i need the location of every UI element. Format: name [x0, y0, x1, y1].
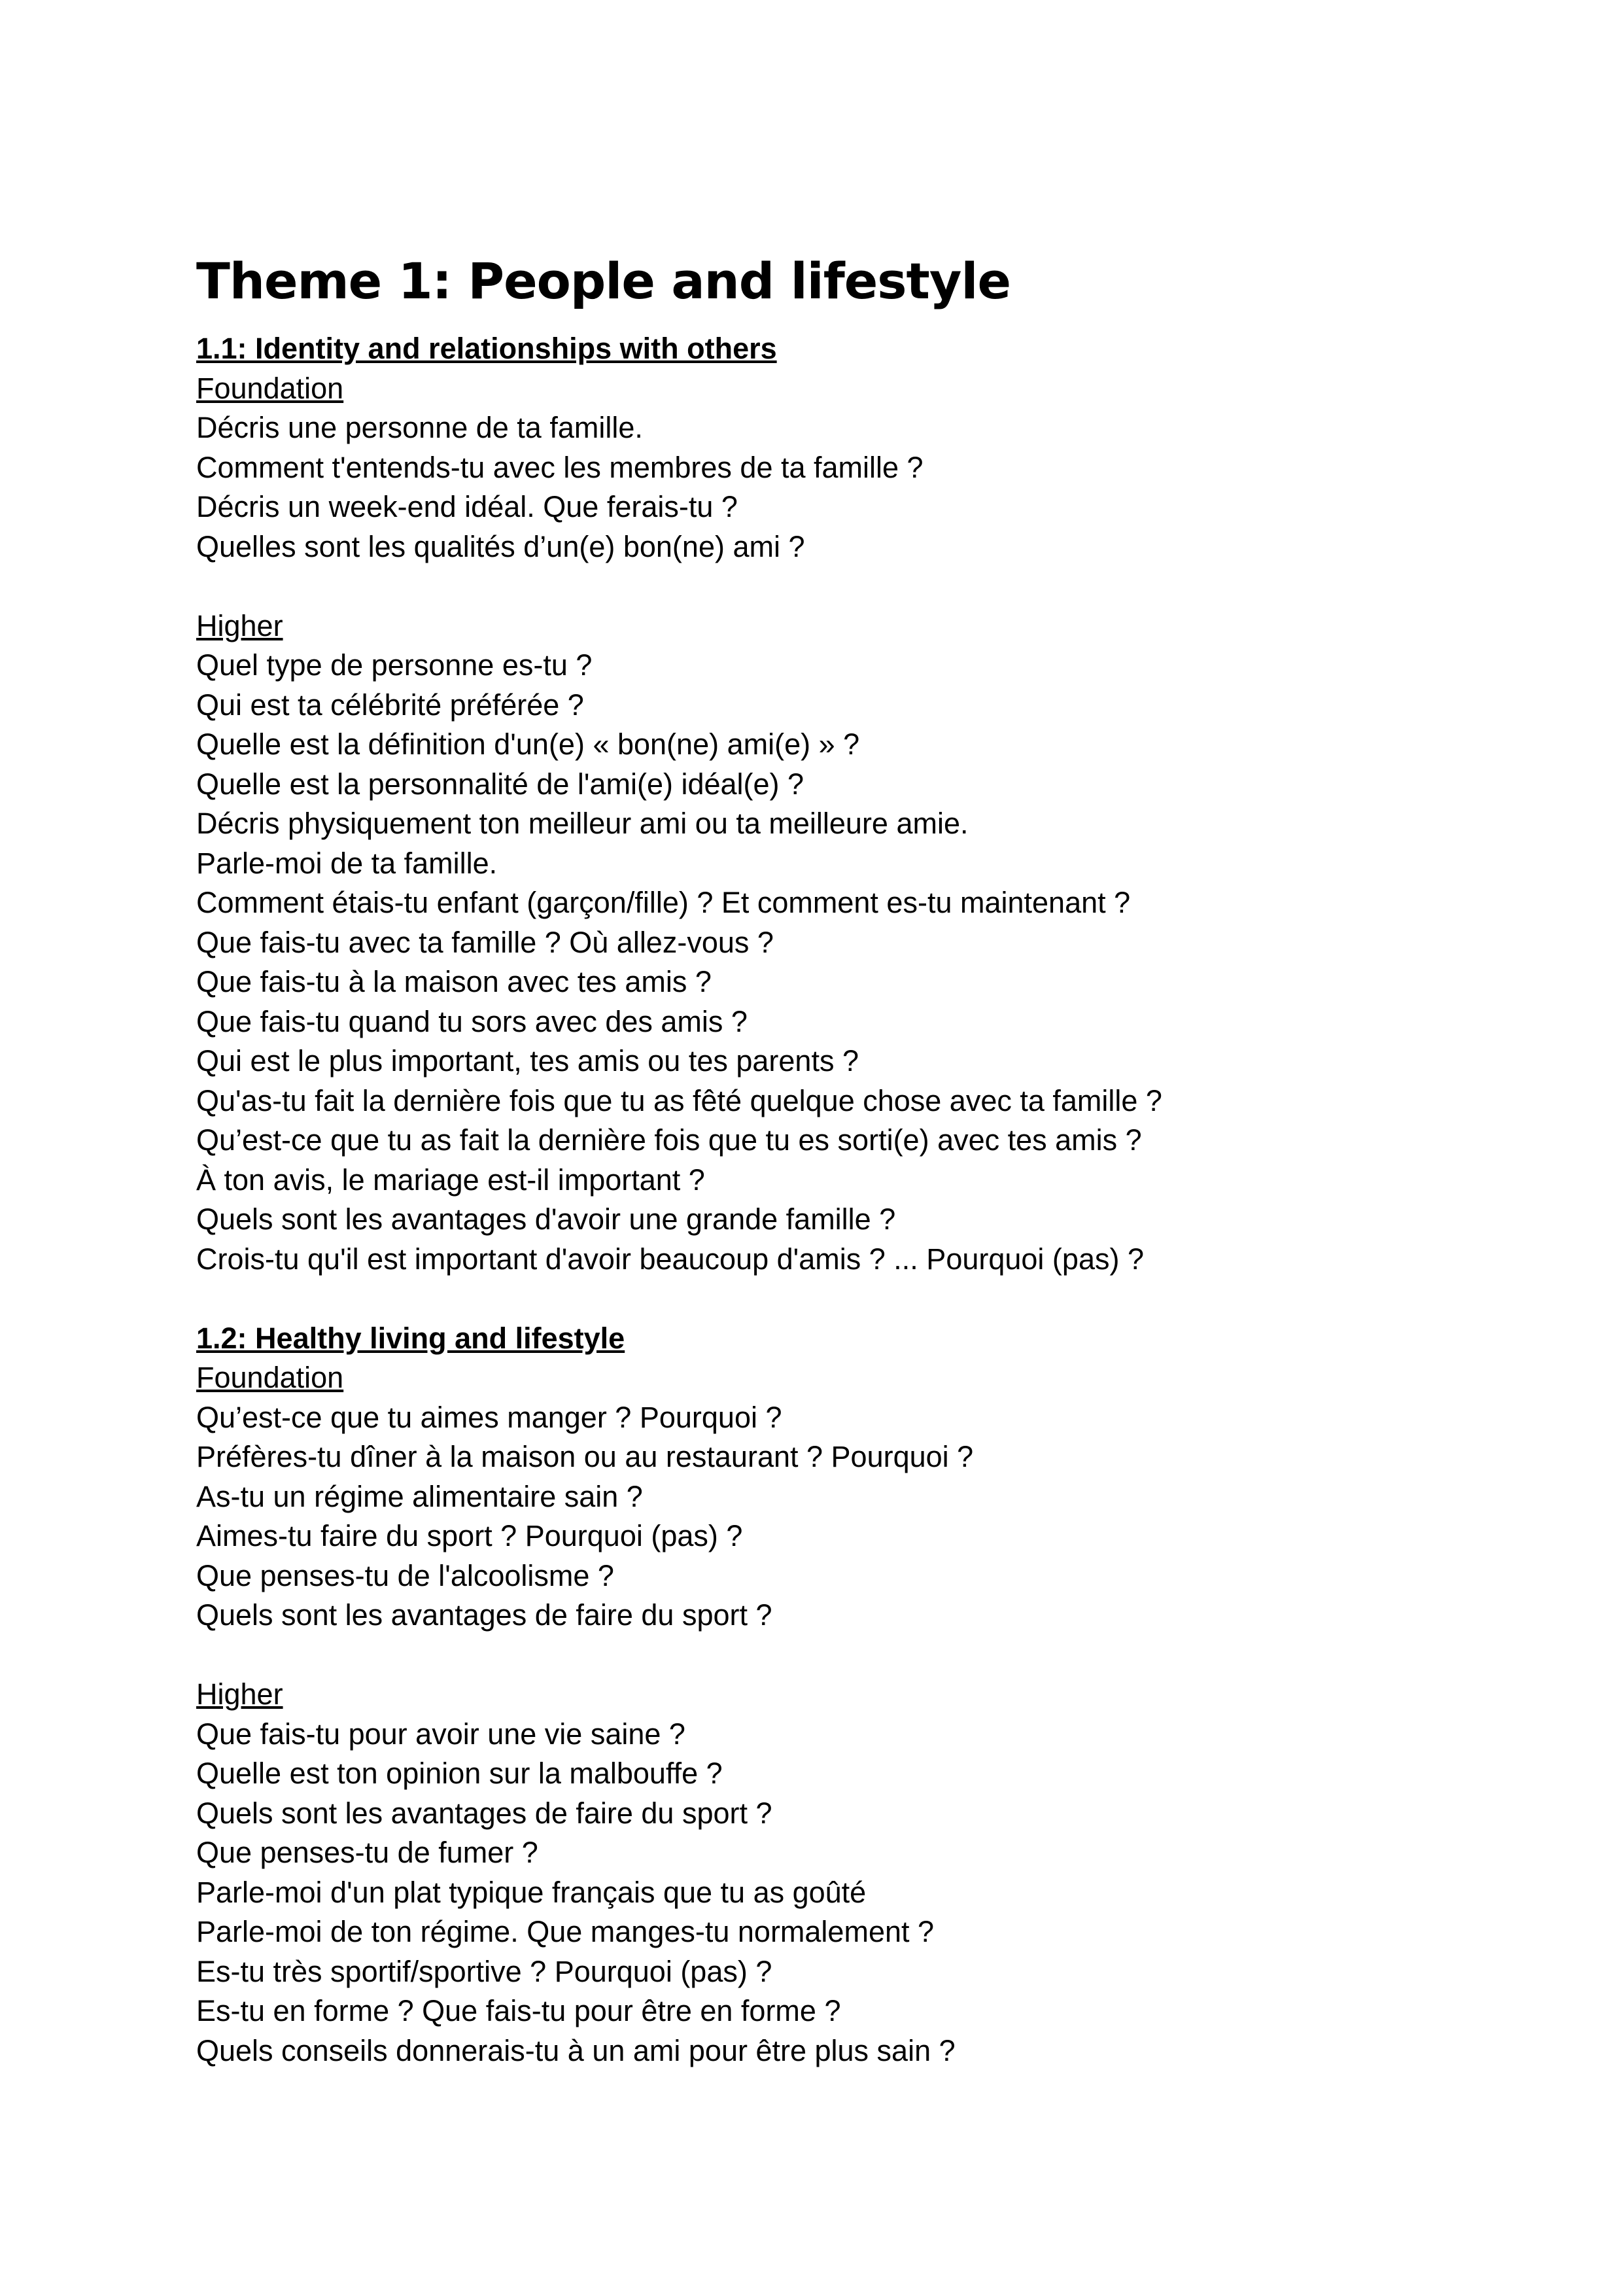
question-item: Que fais-tu avec ta famille ? Où allez-vous ?	[196, 925, 774, 959]
section-heading: 1.2: Healthy living and lifestyle	[196, 1321, 625, 1355]
question-item: Décris une personne de ta famille.	[196, 411, 643, 444]
question-item: Es-tu très sportif/sportive ? Pourquoi (pas) ?	[196, 1954, 772, 1988]
question-item: Qu’est-ce que tu aimes manger ? Pourquoi ?	[196, 1400, 782, 1434]
question-item: Qu’est-ce que tu as fait la dernière fois que tu es sorti(e) avec tes amis ?	[196, 1123, 1142, 1157]
question-item: Qui est ta célébrité préférée ?	[196, 688, 584, 722]
question-item: Quels sont les avantages d'avoir une grande famille ?	[196, 1202, 896, 1236]
foundation-heading: Foundation	[196, 371, 344, 405]
question-item: Parle-moi de ta famille.	[196, 846, 498, 880]
question-item: Quelle est la définition d'un(e) « bon(ne) ami(e) » ?	[196, 727, 860, 761]
blank-line	[196, 1636, 1472, 1675]
section-heading: 1.1: Identity and relationships with others	[196, 332, 777, 365]
question-item: Quels conseils donnerais-tu à un ami pour être plus sain ?	[196, 2033, 956, 2067]
question-item: Préfères-tu dîner à la maison ou au restaurant ? Pourquoi ?	[196, 1440, 974, 1473]
blank-line	[196, 567, 1472, 606]
question-item: Qui est le plus important, tes amis ou tes parents ?	[196, 1044, 859, 1077]
question-item: Que fais-tu à la maison avec tes amis ?	[196, 965, 712, 998]
question-item: Quel type de personne es-tu ?	[196, 648, 593, 682]
question-item: Parle-moi d'un plat typique français que tu as goûté	[196, 1875, 867, 1909]
sections-container	[196, 329, 1472, 2071]
question-item: Quelle est ton opinion sur la malbouffe ?	[196, 1757, 723, 1790]
foundation-heading: Foundation	[196, 1361, 344, 1394]
section-2	[196, 1319, 1472, 2071]
question-item: Que fais-tu quand tu sors avec des amis ?	[196, 1004, 748, 1038]
question-item: À ton avis, le mariage est-il important ?	[196, 1163, 705, 1197]
question-item: Que penses-tu de l'alcoolisme ?	[196, 1558, 614, 1592]
question-item: Comment étais-tu enfant (garçon/fille) ? Et comment es-tu maintenant ?	[196, 886, 1131, 919]
question-item: Es-tu en forme ? Que fais-tu pour être en forme ?	[196, 1994, 841, 2027]
question-item: Que fais-tu pour avoir une vie saine ?	[196, 1717, 685, 1751]
question-item: Décris physiquement ton meilleur ami ou ta meilleure amie.	[196, 807, 969, 840]
question-item: Quelle est la personnalité de l'ami(e) idéal(e) ?	[196, 767, 804, 801]
question-item: Quelles sont les qualités d’un(e) bon(ne) ami ?	[196, 529, 805, 563]
page-title: Theme 1: People and lifestyle	[196, 252, 1011, 310]
question-item: Quels sont les avantages de faire du sport ?	[196, 1796, 772, 1830]
question-item: Comment t'entends-tu avec les membres de ta famille ?	[196, 450, 924, 484]
question-item: Crois-tu qu'il est important d'avoir beaucoup d'amis ? ... Pourquoi (pas) ?	[196, 1242, 1144, 1276]
question-item: Décris un week-end idéal. Que ferais-tu ?	[196, 490, 738, 523]
question-item: Qu'as-tu fait la dernière fois que tu as fêté quelque chose avec ta famille ?	[196, 1083, 1162, 1117]
question-item: Quels sont les avantages de faire du sport ?	[196, 1598, 772, 1632]
question-item: As-tu un régime alimentaire sain ?	[196, 1479, 643, 1513]
higher-heading: Higher	[196, 1677, 283, 1711]
question-item: Que penses-tu de fumer ?	[196, 1836, 538, 1869]
higher-heading: Higher	[196, 608, 283, 642]
question-item: Aimes-tu faire du sport ? Pourquoi (pas) ?	[196, 1519, 743, 1552]
section-1	[196, 329, 1472, 1319]
question-item: Parle-moi de ton régime. Que manges-tu normalement ?	[196, 1915, 935, 1948]
document-page	[196, 245, 1472, 2071]
blank-line	[196, 1279, 1472, 1319]
